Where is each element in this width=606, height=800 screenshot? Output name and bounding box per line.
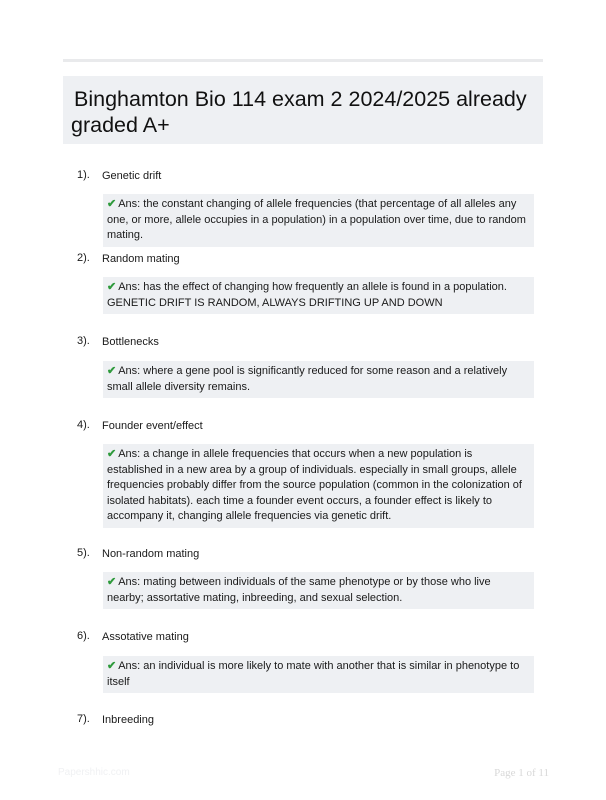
question-number: 2). [77, 252, 90, 264]
question-number: 6). [77, 630, 90, 642]
question-term: Random mating [102, 253, 180, 265]
answer-prefix: Ans: [118, 576, 141, 588]
answer-text: an individual is more likely to mate with another that is similar in phenotype to itself [107, 660, 520, 688]
question-term: Non-random mating [102, 548, 200, 560]
check-icon: ✔ [107, 198, 117, 210]
check-icon: ✔ [107, 281, 117, 293]
question-term: Assotative mating [102, 631, 189, 643]
question-number: 7). [77, 713, 90, 725]
question-term: Inbreeding [102, 714, 154, 726]
check-icon: ✔ [107, 576, 117, 588]
answer-prefix: Ans: [118, 448, 141, 460]
page-indicator: Page 1 of 11 [494, 767, 549, 779]
page-title: Binghamton Bio 114 exam 2 2024/2025 already graded A+ [71, 87, 527, 137]
question-number: 5). [77, 547, 90, 559]
footer-watermark: Papershhic.com [58, 767, 130, 778]
answer-text: has the effect of changing how frequently an allele is found in a population. GENETIC DRIFT IS RANDOM, ALWAYS DRIFTING UP AND DOWN [107, 281, 507, 309]
answer-box-6 [103, 656, 534, 693]
answer-text: where a gene pool is significantly reduced for some reason and a relatively small allele diversity remains. [107, 365, 508, 393]
question-number: 3). [77, 335, 90, 347]
answer-box-5 [103, 572, 534, 609]
answer-box-1 [103, 194, 534, 247]
check-icon: ✔ [107, 660, 117, 672]
answer-box-3 [103, 361, 534, 398]
answer-prefix: Ans: [118, 365, 141, 377]
answer-prefix: Ans: [118, 198, 141, 210]
question-number: 4). [77, 419, 90, 431]
question-term: Genetic drift [102, 170, 162, 182]
check-icon: ✔ [107, 448, 117, 460]
question-number: 1). [77, 169, 90, 181]
answer-prefix: Ans: [118, 281, 141, 293]
answer-text: mating between individuals of the same phenotype or by those who live nearby; assortative mating, inbreeding, and sexual selection. [107, 576, 491, 604]
answer-text: a change in allele frequencies that occurs when a new population is established in a new area by a group of individuals. especially in small groups, allele frequencies probably differ from the source population (common in the colonization of isolated habitats). each time a founder event occurs, a founder effect is likely to accompany it, changing allele frequencies via genetic drift. [107, 448, 522, 522]
question-term: Bottlenecks [102, 336, 159, 348]
answer-text: the constant changing of allele frequencies (that percentage of all alleles any one, or more, allele occupies in a population) in a population over time, due to random mating. [107, 198, 526, 241]
answer-box-4 [103, 444, 534, 528]
question-term: Founder event/effect [102, 420, 203, 432]
answer-prefix: Ans: [118, 660, 141, 672]
check-icon: ✔ [107, 365, 117, 377]
answer-box-2 [103, 277, 534, 314]
